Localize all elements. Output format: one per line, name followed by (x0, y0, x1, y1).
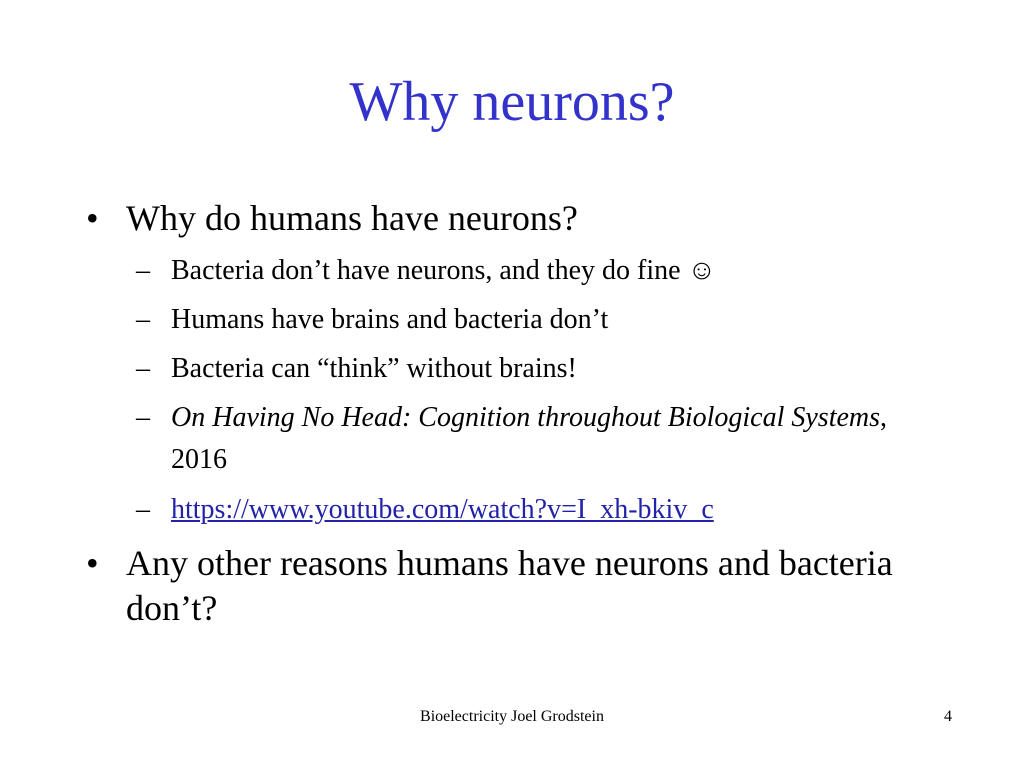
bullet-icon: • (86, 543, 99, 583)
sub-bullet-citation (171, 397, 936, 481)
sub-bullet-text: Bacteria don’t have neurons, and they do fine ☺ (171, 255, 717, 286)
dash-icon: – (136, 494, 150, 525)
book-title: On Having No Head: Cognition throughout Biological Systems (171, 402, 881, 433)
book-year: , 2016 (171, 402, 888, 475)
bullet-text: Any other reasons humans have neurons and bacteria don’t? (126, 543, 893, 628)
dash-icon: – (136, 402, 150, 433)
sub-bullet-item (136, 250, 936, 292)
youtube-link[interactable]: https://www.youtube.com/watch?v=I_xh-bkiv_c (171, 494, 714, 525)
dash-icon: – (136, 353, 150, 384)
dash-icon: – (136, 304, 150, 335)
sub-bullet-text: Humans have brains and bacteria don’t (171, 304, 609, 335)
bullet-item (86, 196, 946, 241)
page-number: 4 (944, 708, 952, 725)
sub-bullet-text: Bacteria can “think” without brains! (171, 353, 577, 384)
footer-text: Bioelectricity Joel Grodstein (420, 708, 604, 725)
dash-icon: – (136, 255, 150, 286)
slide-title: Why neurons? (349, 71, 675, 133)
sub-bullet-item (136, 489, 936, 531)
sub-bullet-item (136, 299, 936, 341)
sub-bullet-item (136, 397, 936, 481)
bullet-text: Why do humans have neurons? (126, 198, 578, 238)
bullet-icon: • (86, 198, 99, 238)
sub-bullet-item (136, 348, 936, 390)
bullet-item (86, 541, 946, 631)
